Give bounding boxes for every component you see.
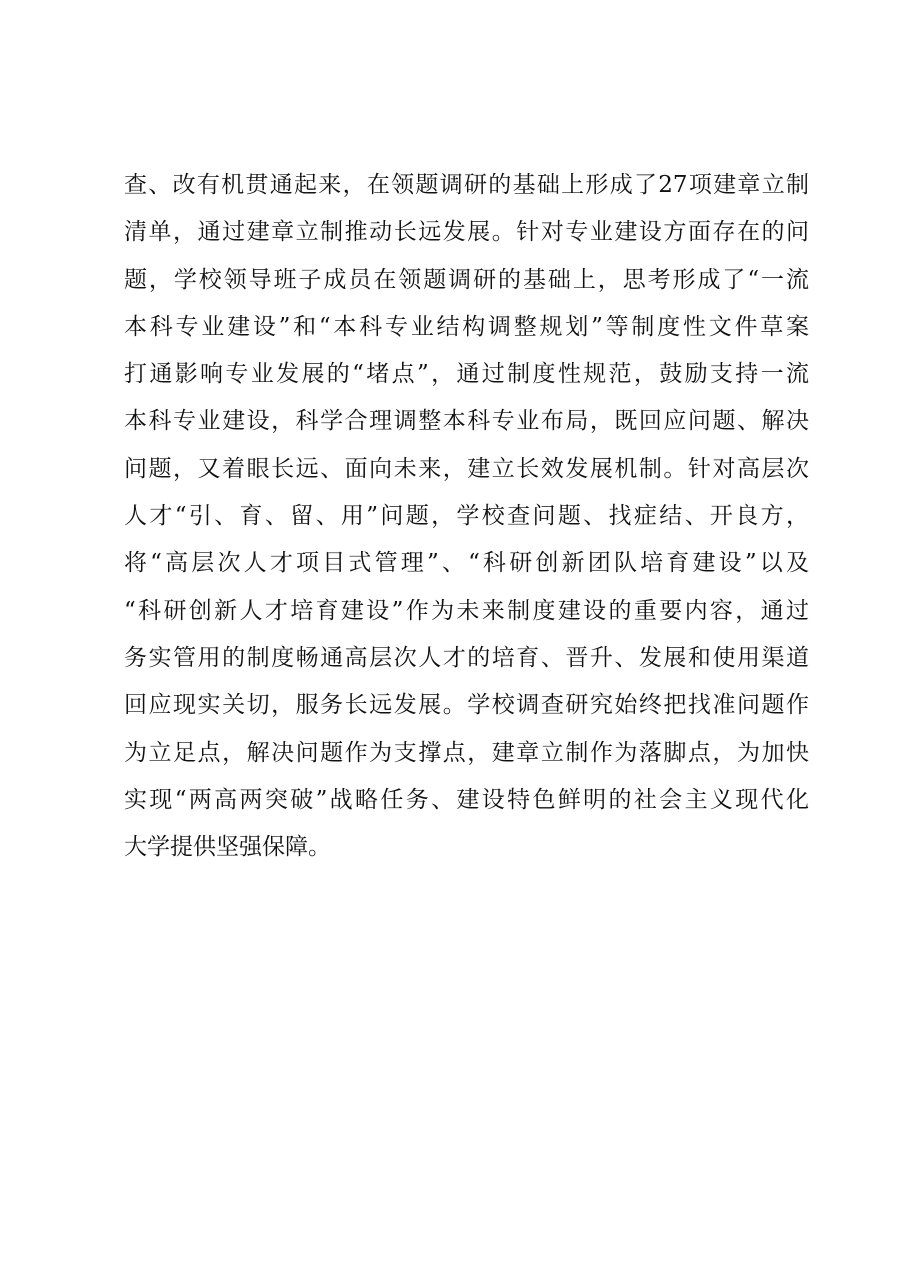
paragraph-line: 为立足点，解决问题作为支撑点，建章立制作为落脚点，为加快 [124,739,809,766]
paragraph-line: 实现“两高两突破”战略任务、建设特色鲜明的社会主义现代化 [124,786,809,813]
paragraph-line: 题，学校领导班子成员在领题调研的基础上，思考形成了“一流 [124,266,809,293]
paragraph-line: 人才“引、育、留、用”问题，学校查问题、找症结、开良方， [124,503,809,530]
body-paragraph [124,162,809,871]
paragraph-line-last: 大学提供坚强保障。 [124,834,331,861]
paragraph-line: “科研创新人才培育建设”作为未来制度建设的重要内容，通过 [124,597,809,624]
paragraph-line: 查、改有机贯通起来，在领题调研的基础上形成了27项建章立制 [124,172,809,198]
paragraph-line: 务实管用的制度畅通高层次人才的培育、晋升、发展和使用渠道 [124,644,809,671]
paragraph-line: 打通影响专业发展的“堵点”，通过制度性规范，鼓励支持一流 [124,361,809,388]
paragraph-line: 本科专业建设，科学合理调整本科专业布局，既回应问题、解决 [124,408,809,435]
paragraph-line: 清单，通过建章立制推动长远发展。针对专业建设方面存在的问 [124,219,809,246]
paragraph-line: 本科专业建设”和“本科专业结构调整规划”等制度性文件草案 [124,313,809,340]
paragraph-line: 问题，又着眼长远、面向未来，建立长效发展机制。针对高层次 [124,455,809,482]
paragraph-line: 回应现实关切，服务长远发展。学校调查研究始终把找准问题作 [124,692,809,719]
paragraph-line: 将“高层次人才项目式管理”、“科研创新团队培育建设”以及 [124,550,809,577]
